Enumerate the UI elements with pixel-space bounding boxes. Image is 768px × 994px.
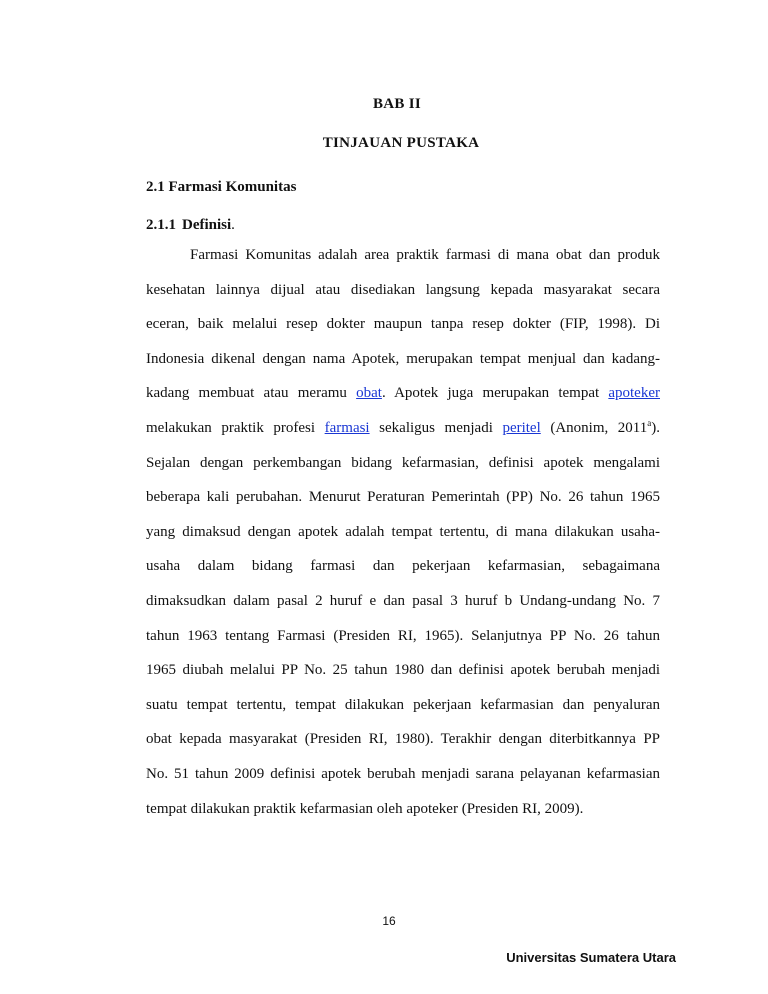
subsection-title: Definisi xyxy=(182,217,232,233)
paragraph-line: dimaksudkan dalam pasal 2 huruf e dan pasal 3 huruf b Undang-undang No. 7 xyxy=(146,592,660,609)
subsection-number: 2.1.1 xyxy=(146,217,176,233)
paragraph-line: Farmasi Komunitas adalah area praktik farmasi di mana obat dan produk xyxy=(190,247,660,263)
page-number: 16 xyxy=(382,914,396,928)
paragraph-line: tahun 1963 tentang Farmasi (Presiden RI, 1965). Selanjutnya PP No. 26 tahun xyxy=(146,627,660,644)
link-obat[interactable]: obat xyxy=(356,385,382,402)
body-paragraph xyxy=(146,238,660,826)
text-run: sekaligus menjadi xyxy=(369,419,503,436)
text-run: . Apotek juga merupakan tempat xyxy=(381,385,609,402)
text-run: (Anonim, 2011 xyxy=(540,419,648,436)
subsection-heading xyxy=(146,217,235,234)
text-run: kadang membuat atau meramu xyxy=(146,385,357,402)
footer-university: Universitas Sumatera Utara xyxy=(506,950,676,965)
link-farmasi[interactable]: farmasi xyxy=(324,419,370,436)
text-run: melakukan praktik profesi xyxy=(146,419,325,436)
text-run: ). xyxy=(651,419,660,436)
paragraph-line: usaha dalam bidang farmasi dan pekerjaan kefarmasian, sebagaimana xyxy=(146,558,660,575)
paragraph-line: No. 51 tahun 2009 definisi apotek berubah menjadi sarana pelayanan kefarmasian xyxy=(146,765,660,782)
paragraph-line: yang dimaksud dengan apotek adalah tempat tertentu, di mana dilakukan usaha- xyxy=(146,523,660,540)
section-heading: 2.1 Farmasi Komunitas xyxy=(146,179,297,195)
paragraph-line: 1965 diubah melalui PP No. 25 tahun 1980 dan definisi apotek berubah menjadi xyxy=(146,662,660,679)
paragraph-line: obat kepada masyarakat (Presiden RI, 1980). Terakhir dengan diterbitkannya PP xyxy=(146,731,660,748)
subsection-punct: . xyxy=(231,217,235,233)
chapter-title: TINJAUAN PUSTAKA xyxy=(322,135,480,151)
link-peritel[interactable]: peritel xyxy=(502,419,541,436)
paragraph-line: beberapa kali perubahan. Menurut Peraturan Pemerintah (PP) No. 26 tahun 1965 xyxy=(146,489,660,506)
citation-superscript: a xyxy=(647,417,652,428)
paragraph-line: tempat dilakukan praktik kefarmasian oleh apoteker (Presiden RI, 2009). xyxy=(146,800,584,817)
paragraph-line xyxy=(146,376,660,411)
paragraph-line: eceran, baik melalui resep dokter maupun tanpa resep dokter (FIP, 1998). Di xyxy=(146,316,660,333)
paragraph-line: kesehatan lainnya dijual atau disediakan langsung kepada masyarakat secara xyxy=(146,281,660,298)
paragraph-line: suatu tempat tertentu, tempat dilakukan pekerjaan kefarmasian dan penyaluran xyxy=(146,696,660,713)
paragraph-line xyxy=(146,411,660,446)
paragraph-line: Sejalan dengan perkembangan bidang kefarmasian, definisi apotek mengalami xyxy=(146,454,660,471)
chapter-number: BAB II xyxy=(372,96,422,112)
paragraph-line: Indonesia dikenal dengan nama Apotek, merupakan tempat menjual dan kadang- xyxy=(146,350,660,367)
link-apoteker[interactable]: apoteker xyxy=(608,385,660,402)
